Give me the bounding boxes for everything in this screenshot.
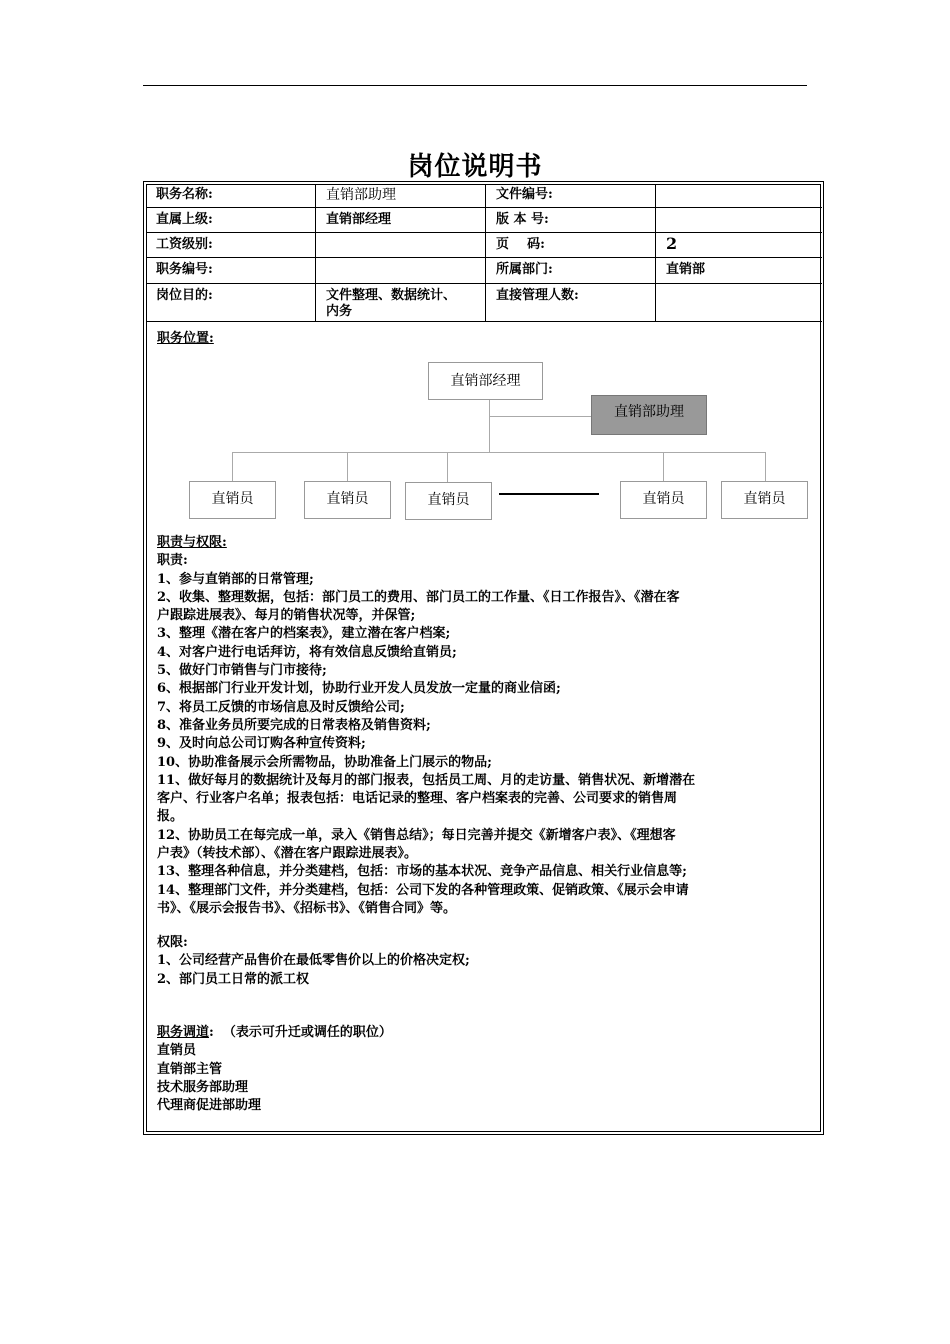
table-col-rule [485,185,486,321]
duty-line: 客户、行业客户名单；报表包括：电话记录的整理、客户档案表的完善、公司要求的销售周 [157,791,678,807]
transfer-line: 直销员 [157,1043,197,1059]
duty-line: 书》、《展示会报告书》、《招标书》、《销售合同》等。 [157,900,457,916]
org-connector [232,452,765,453]
duty-line: 8、准备业务员所要完成的日常表格及销售资料; [157,717,431,733]
duties-heading: 职责与权限: [157,535,227,550]
org-connector [447,452,448,482]
authority-heading: 权限: [157,935,188,950]
document-title: 岗位说明书 [407,152,543,182]
duty-line: 12、协助员工在每完成一单，录入《销售总结》；每日完善并提交《新增客户表》、《理想客 [157,827,676,843]
duty-line: 9、及时向总公司订购各种宣传资料; [157,736,366,752]
position-heading: 职务位置: [157,331,214,346]
duty-line: 11、做好每月的数据统计及每月的部门报表，包括员工周、月的走访量、销售状况、新增潜在 [157,772,696,788]
label-job-purpose: 岗位目的: [156,288,213,303]
duty-line: 7、将员工反馈的市场信息及时反馈给公司; [157,699,405,715]
transfer-heading: 职务调道 [157,1025,210,1040]
duty-line: 报。 [157,809,184,825]
transfer-note: : （表示可升迁或调任的职位） [209,1025,392,1040]
table-rule [147,321,822,322]
value-job-purpose: 文件整理、数据统计、内务 [326,288,457,319]
duty-line: 10、协助准备展示会所需物品，协助准备上门展示的物品; [157,754,492,770]
transfer-line: 直销部主管 [157,1061,223,1077]
org-box-manager: 直销部经理 [428,362,543,400]
header-rule [143,85,807,86]
label-direct-reports: 直接管理人数: [496,288,579,303]
duty-line: 1、参与直销部的日常管理; [157,571,314,587]
authority-section [157,934,819,989]
duty-line: 6、根据部门行业开发计划，协助行业开发人员发放一定量的商业信函; [157,681,561,697]
label-supervisor: 直属上级: [156,212,213,227]
transfer-line: 技术服务部助理 [157,1079,249,1095]
value-department: 直销部 [666,262,706,277]
org-connector [765,452,766,481]
label-page: 页 码: [496,237,545,252]
org-box-staff: 直销员 [620,481,707,519]
label-job-number: 职务编号: [156,262,213,277]
label-version: 版 本 号: [496,212,549,227]
org-box-staff: 直销员 [304,481,391,519]
duties-section [157,534,819,918]
label-department: 所属部门: [496,262,553,277]
duty-line: 14、整理部门文件，并分类建档，包括：公司下发的各种管理政策、促销政策、《展示会申请 [157,882,689,898]
org-separator-line [499,493,599,495]
org-connector [232,452,233,481]
org-connector [663,452,664,481]
authority-line: 2、部门员工日常的派工权 [157,971,310,987]
duty-line: 4、对客户进行电话拜访，将有效信息反馈给直销员; [157,644,457,660]
org-box-staff: 直销员 [721,481,808,519]
duty-line: 3、整理《潜在客户的档案表》，建立潜在客户档案; [157,626,451,642]
duties-subheading: 职责: [157,553,188,569]
value-supervisor: 直销部经理 [326,212,392,227]
duty-line: 13、整理各种信息，并分类建档，包括：市场的基本状况、竞争产品信息、相关行业信息等; [157,864,687,880]
transfer-section [157,1024,819,1115]
document-frame [143,181,824,1135]
org-box-assistant: 直销部助理 [591,395,707,435]
duty-line: 5、做好门市销售与门市接待; [157,663,327,679]
transfer-line: 代理商促进部助理 [157,1098,262,1114]
table-col-rule [315,185,316,321]
label-job-title: 职务名称: [156,187,213,202]
org-connector [347,452,348,481]
org-connector [489,399,490,453]
duty-line: 户表》（转技术部）、《潜在客户跟踪进展表》。 [157,846,418,862]
org-box-staff: 直销员 [189,481,276,519]
org-box-staff: 直销员 [405,482,492,520]
label-salary-grade: 工资级别: [156,237,213,252]
authority-line: 1、公司经营产品售价在最低零售价以上的价格决定权; [157,953,470,969]
value-page: 2 [666,234,678,253]
value-job-title: 直销部助理 [326,187,396,203]
org-connector [489,416,591,417]
duty-line: 户跟踪进展表》、每月的销售状况等，并保管; [157,608,416,624]
label-file-number: 文件编号: [496,187,553,202]
document-frame-inner [146,184,821,1132]
duty-line: 2、收集、整理数据，包括：部门员工的费用、部门员工的工作量、《日工作报告》、《潜在客 [157,589,680,605]
table-col-rule [655,185,656,321]
